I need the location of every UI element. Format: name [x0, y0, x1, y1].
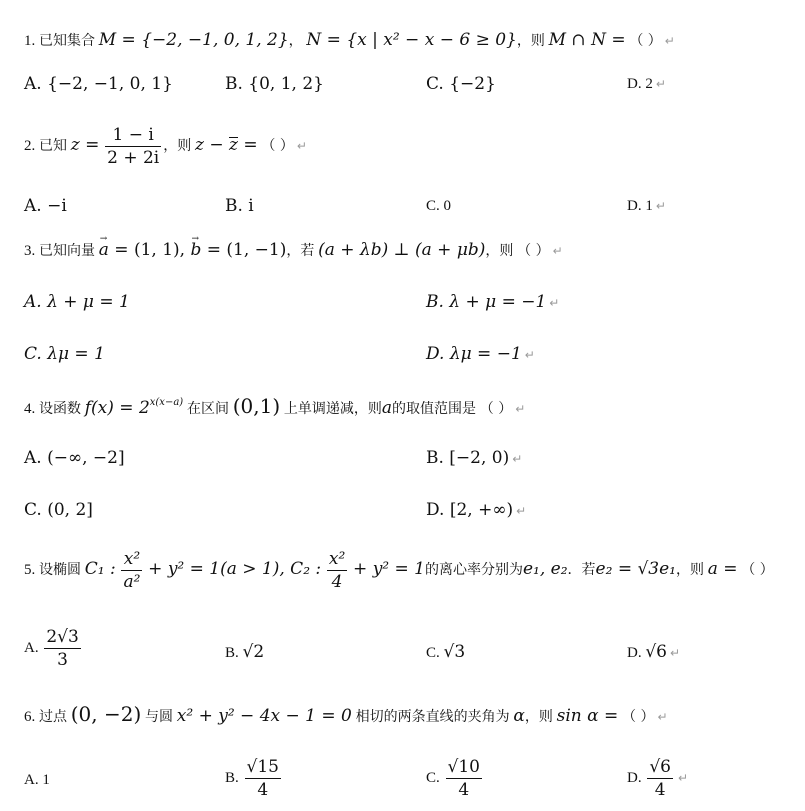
- stem-text: 上单调递减，则: [283, 401, 382, 417]
- option-text: D. 2: [627, 76, 653, 92]
- q6-option-b: [225, 756, 283, 801]
- stem-text: 设函数: [39, 401, 81, 417]
- q3-option-b: [426, 292, 559, 313]
- stem-text: ，则: [485, 243, 514, 259]
- fraction-numerator: x²: [328, 549, 346, 569]
- fraction-denominator: a²: [123, 572, 141, 592]
- return-mark-icon: ↵: [657, 710, 668, 724]
- fraction: [105, 124, 161, 169]
- question-1-stem: [24, 30, 675, 51]
- option-value: √2: [242, 642, 265, 662]
- option-value: √3: [443, 642, 466, 662]
- question-4-stem: [24, 396, 525, 419]
- q2-option-b: B. i: [225, 196, 254, 216]
- q4-option-c: C. (0, 2]: [24, 500, 93, 520]
- angle-alpha: α: [513, 706, 525, 726]
- return-mark-icon: ↵: [515, 402, 526, 416]
- conjugate-z: z: [229, 134, 238, 155]
- ellipse-c2-rest: + y² = 1: [353, 558, 425, 579]
- ask-part: =: [237, 134, 258, 155]
- return-mark-icon: ↵: [664, 34, 675, 48]
- fraction-denominator: 4: [654, 780, 666, 800]
- stem-text: 已知向量: [39, 243, 95, 259]
- q3-option-a: A. λ + μ = 1: [24, 292, 130, 312]
- q1-option-a: A. {−2, −1, 0, 1}: [24, 74, 173, 94]
- question-number: 6.: [24, 709, 36, 725]
- answer-paren: （ ）: [741, 561, 774, 578]
- fraction: [327, 548, 347, 593]
- ellipse-c1-rest: + y² = 1(a > 1), C₂ :: [148, 558, 322, 579]
- return-mark-icon: ↵: [655, 199, 666, 213]
- stem-text: 已知集合: [39, 33, 95, 49]
- stem-text: ，则: [163, 137, 192, 154]
- return-mark-icon: ↵: [516, 504, 527, 518]
- variable-a: a: [381, 398, 393, 418]
- interval: (0,1): [232, 394, 281, 418]
- question-6-stem: [24, 704, 668, 727]
- stem-text: 设椭圆: [39, 561, 81, 578]
- question-number: 5.: [24, 561, 36, 578]
- option-label: D.: [627, 645, 642, 661]
- vector-a: a →: [99, 240, 109, 260]
- ellipse-c1-label: C₁ :: [84, 558, 116, 579]
- q6-option-a: A. 1: [24, 772, 50, 788]
- function-base: f(x) = 2: [84, 398, 150, 418]
- stem-text: ，: [288, 33, 303, 49]
- fraction-numerator: 1 − i: [105, 124, 161, 147]
- stem-text: 与圆: [145, 709, 174, 725]
- answer-paren: （ ）: [517, 243, 550, 259]
- q3-option-d: [426, 344, 535, 365]
- return-mark-icon: ↵: [549, 296, 560, 310]
- stem-text: ，则: [676, 561, 704, 578]
- fraction-numerator: √15: [246, 757, 279, 777]
- point: (0, −2): [70, 702, 142, 726]
- return-mark-icon: ↵: [678, 770, 689, 785]
- set-n-expression: N = {x | x² − x − 6 ≥ 0}: [306, 30, 517, 50]
- answer-paren: （ ）: [622, 709, 655, 725]
- q2-option-d: [627, 196, 666, 216]
- q4-option-a: A. (−∞, −2]: [24, 448, 125, 468]
- fraction-denominator: 4: [257, 780, 269, 800]
- function-exponent: x(x−a): [149, 397, 184, 408]
- q4-option-d: [426, 500, 526, 521]
- return-mark-icon: ↵: [296, 138, 307, 153]
- fraction-denominator: 2 + 2i: [107, 148, 160, 168]
- stem-text: 过点: [39, 709, 67, 725]
- eccentricities: e₁, e₂: [522, 558, 568, 579]
- eccentricity-relation: e₂ = √3e₁: [595, 558, 676, 579]
- q2-option-c: C. 0: [426, 198, 452, 214]
- ask-part: z −: [194, 134, 224, 155]
- option-label: B.: [225, 769, 239, 786]
- return-mark-icon: ↵: [670, 646, 681, 660]
- question-number: 4.: [24, 401, 36, 417]
- stem-text: 在区间: [186, 401, 229, 417]
- q4-option-b: [426, 448, 522, 469]
- q5-option-a: [24, 626, 83, 671]
- question-number: 3.: [24, 243, 36, 259]
- fraction: [446, 756, 482, 801]
- vector-a-value: = (1, 1),: [108, 240, 191, 260]
- option-value: √6: [645, 642, 667, 662]
- fraction-numerator: x²: [121, 548, 142, 571]
- vector-b-value: = (1, −1): [201, 240, 287, 260]
- q1-option-b: B. {0, 1, 2}: [225, 74, 324, 94]
- option-label: A.: [24, 639, 39, 656]
- stem-text: ，则: [524, 709, 553, 725]
- circle-equation: x² + y² − 4x − 1 = 0: [176, 706, 352, 726]
- question-ask: a =: [707, 558, 738, 579]
- stem-text: 的取值范围是: [392, 401, 477, 417]
- stem-text: ．若: [567, 561, 596, 578]
- stem-text: 的离心率分别为: [424, 561, 523, 578]
- option-label: C.: [426, 645, 440, 661]
- option-label: D.: [627, 769, 642, 786]
- fraction: [245, 756, 281, 801]
- stem-text: 已知: [39, 137, 67, 154]
- return-mark-icon: ↵: [552, 244, 563, 258]
- question-number: 1.: [24, 33, 36, 49]
- question-3-stem: [24, 240, 563, 261]
- fraction: [44, 626, 80, 671]
- option-text: B. [−2, 0): [426, 448, 510, 468]
- fraction-numerator: 2√3: [46, 627, 79, 647]
- q5-option-c: [426, 642, 465, 663]
- fraction: [647, 756, 673, 801]
- return-mark-icon: ↵: [524, 348, 535, 362]
- stem-text: 相切的两条直线的夹角为: [355, 709, 510, 725]
- fraction-denominator: 4: [458, 780, 470, 800]
- z-definition: z =: [70, 134, 100, 155]
- perpendicular-condition: (a + λb) ⊥ (a + μb): [318, 240, 486, 260]
- q5-option-d: [627, 642, 680, 663]
- question-ask: [195, 135, 258, 155]
- q1-option-c: C. {−2}: [426, 74, 496, 94]
- fraction-numerator: √10: [447, 757, 480, 777]
- q6-option-d: [627, 756, 688, 801]
- fraction-denominator: 4: [331, 572, 343, 592]
- q2-option-a: A. −i: [24, 196, 67, 216]
- question-number: 2.: [24, 137, 36, 154]
- return-mark-icon: ↵: [512, 452, 523, 466]
- option-label: B.: [225, 645, 239, 661]
- option-text: B. λ + μ = −1: [426, 292, 547, 312]
- fraction-numerator: √6: [649, 757, 671, 777]
- option-label: C.: [426, 769, 440, 786]
- question-ask: M ∩ N =: [548, 30, 626, 50]
- question-5-stem: [24, 548, 774, 593]
- set-m-expression: M = {−2, −1, 0, 1, 2}: [98, 30, 289, 50]
- question-ask: sin α =: [556, 706, 619, 726]
- option-text: D. 1: [627, 198, 653, 214]
- return-mark-icon: ↵: [655, 77, 666, 91]
- vector-b: b →: [190, 240, 201, 260]
- question-2-stem: [24, 124, 307, 169]
- stem-text: ，若: [286, 243, 315, 259]
- q6-option-c: [426, 756, 484, 801]
- fraction-denominator: 3: [57, 650, 68, 670]
- q5-option-b: [225, 642, 264, 663]
- answer-paren: （ ）: [479, 401, 513, 417]
- function-definition: [85, 398, 183, 418]
- option-text: D. λμ = −1: [426, 344, 522, 364]
- q1-option-d: [627, 74, 666, 94]
- q3-option-c: C. λμ = 1: [24, 344, 105, 364]
- answer-paren: （ ）: [629, 33, 662, 49]
- fraction: [121, 548, 142, 593]
- option-text: D. [2, +∞): [426, 500, 514, 520]
- answer-paren: （ ）: [261, 137, 294, 154]
- stem-text: ，则: [516, 33, 545, 49]
